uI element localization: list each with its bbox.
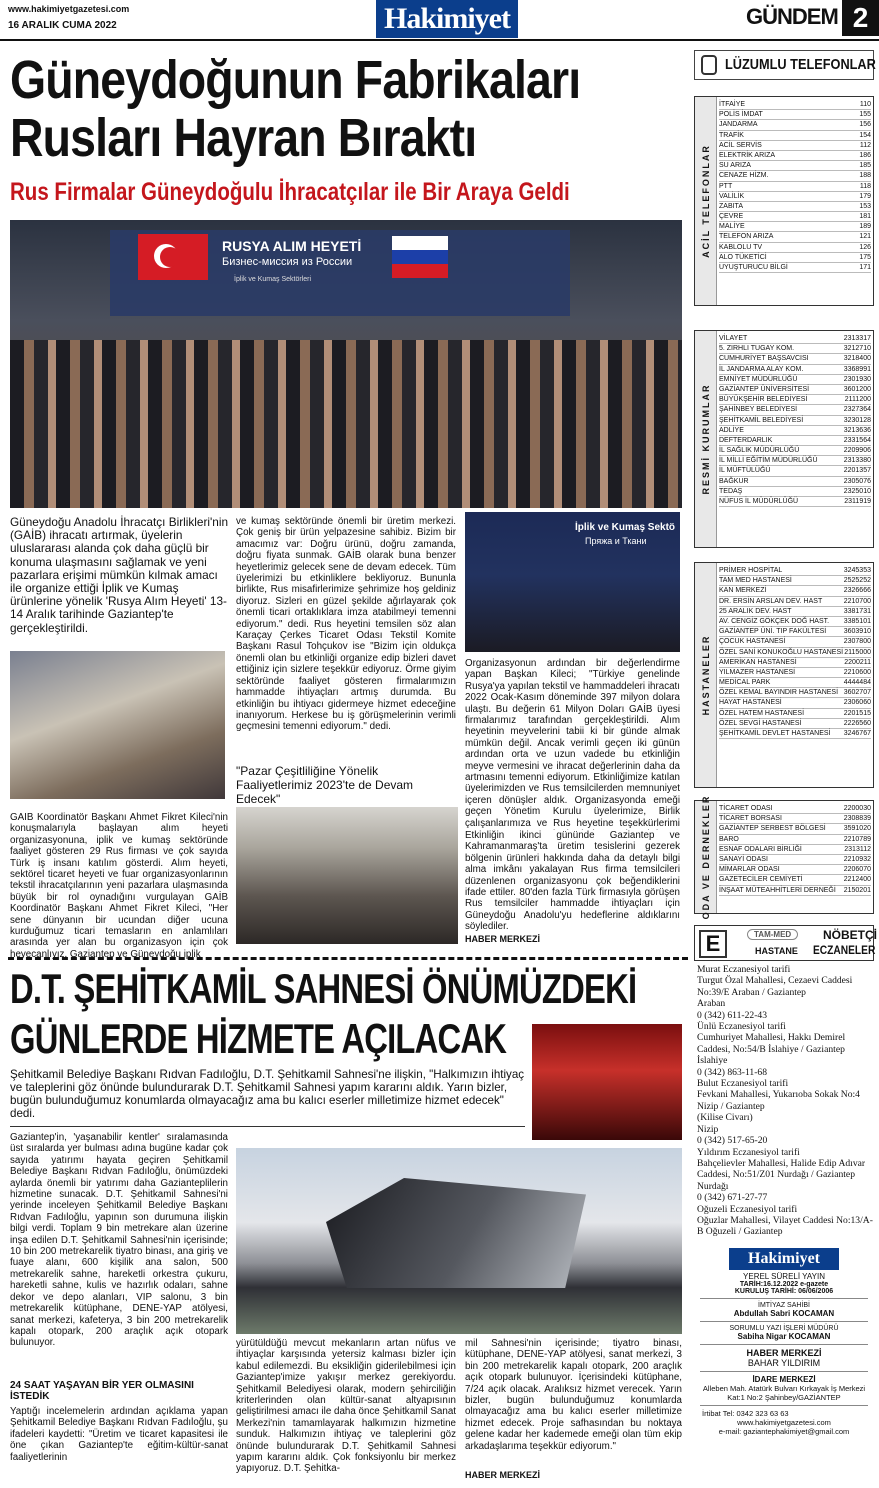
phone-row bbox=[719, 243, 871, 253]
phone-row-name: ELEKTRİK ARIZA bbox=[719, 151, 776, 159]
phone-row bbox=[719, 222, 871, 232]
phone-row bbox=[719, 375, 871, 385]
phone-row-name: SANAYİ ODASI bbox=[719, 855, 768, 863]
phone-row bbox=[719, 110, 871, 120]
chamber-rows bbox=[719, 804, 871, 896]
story-separator bbox=[8, 957, 688, 960]
second-headline-2: GÜNLERDE HİZMETE AÇILACAK bbox=[10, 1015, 507, 1062]
pharmacy-title-2: ECZANELER bbox=[813, 943, 876, 957]
phone-row-name: BÜYÜKŞEHİR BELEDİYESİ bbox=[719, 396, 808, 404]
pull-quote: "Pazar Çeşitliliğine Yönelik Faaliyetlerimiz 2023'te de Devam Edecek" bbox=[236, 764, 414, 806]
phone-row bbox=[719, 131, 871, 141]
pharmacy-line: Oğuzlar Mahallesi, Vilayet Caddesi No:13/A-B Oğuzeli / Gaziantep bbox=[697, 1214, 873, 1238]
phone-row-number: 179 bbox=[859, 192, 871, 200]
phone-row bbox=[719, 354, 871, 364]
phone-row bbox=[719, 395, 871, 405]
emergency-phones bbox=[694, 96, 874, 306]
phone-row-name: EMNİYET MÜDÜRLÜĞÜ bbox=[719, 375, 798, 383]
pharmacy-line: Oğuzeli Eczanesiyol tarifi bbox=[697, 1203, 798, 1215]
phone-row-number: 2308839 bbox=[843, 815, 871, 823]
phone-row-number: 171 bbox=[859, 264, 871, 271]
pharmacy-line: Araban bbox=[697, 998, 726, 1010]
pharmacy-line: Bulut Eczanesiyol tarifi bbox=[697, 1078, 789, 1090]
headline-line-1: Güneydoğunun Fabrikaları bbox=[10, 50, 581, 110]
phone-row bbox=[719, 637, 871, 647]
phone-row-name: BAĞKUR bbox=[719, 477, 749, 485]
phone-row-number: 2326666 bbox=[843, 587, 871, 595]
phone-row-name: İL JANDARMA ALAY KOM. bbox=[719, 365, 804, 373]
phone-row bbox=[719, 835, 871, 845]
imprint-email[interactable]: e-mail: gaziantephakimiyet@gmail.com bbox=[718, 1427, 850, 1436]
phone-row bbox=[719, 263, 871, 273]
phone-row bbox=[719, 804, 871, 814]
intro-paragraph: Güneydoğu Anadolu İhracatçı Birlikleri'nin (GAİB) ihracatı artırmak, üyelerin uluslararası alanda çok daha güçlü bir konuma ulaşmasını sağlamak ve yeni pazarlara erişimi mümkün kılmak amacı ile organize ettiği İplik ve Kumaş ürünlerine yönelik 'Rusya Alım Heyeti' 13-14 Aralık tarihinde Gaziantep'te gerçekleştirildi. bbox=[10, 515, 229, 635]
imprint-type: YEREL SÜRELİ YAYIN bbox=[743, 1272, 825, 1281]
phone-row-number: 3213636 bbox=[843, 426, 871, 434]
phone-row bbox=[719, 100, 871, 110]
phones-title: LÜZUMLU TELEFONLAR bbox=[725, 56, 876, 73]
imprint-box bbox=[694, 1244, 874, 1482]
phone-row-name: ADLİYE bbox=[719, 426, 744, 434]
page-number: 2 bbox=[842, 0, 879, 36]
phone-row bbox=[719, 658, 871, 668]
banner-subtitle-ru: Бизнес-миссия из России bbox=[222, 256, 353, 268]
second-byline: HABER MERKEZİ bbox=[465, 1470, 541, 1480]
phone-row bbox=[719, 456, 871, 466]
phone-row-number: 2111200 bbox=[844, 396, 871, 404]
phone-row-name: POLİS İMDAT bbox=[719, 111, 763, 119]
phone-row-number: 181 bbox=[859, 213, 871, 221]
phone-row bbox=[719, 668, 871, 678]
phone-row-number: 118 bbox=[859, 182, 871, 190]
phone-row-number: 3230128 bbox=[843, 416, 871, 424]
second-col2-body: yürütüldüğü mevcut mekanların artan nüfus ve ihtiyaçlar karşısında yetersiz kalması bizler için kabul edilemezdi. Bu eksikliğin giderilebilmesi için Gaziantep'imize yakışır merkez gerekiyordu. Şehitkamil Belediyesi olarak, modern şehirciliğin kriterlerinden olan kültür-sanat altyapısının geliştirilmesi amacı ile daha önce Şehitkamil Sanat Merkezi'nin tamamlayarak halkımızın hizmetine sunduk. Halkımızın ihtiyaç ve taleplerini göz önünde bulundurarak D.T. Şehitkamil Sahnesi yapım kararını aldık. Çok fonksiyonlu bir merkez yapıyoruz. D.T. Şehitka- bbox=[236, 1338, 456, 1475]
editor-label: SORUMLU YAZI İŞLERİ MÜDÜRÜ bbox=[729, 1325, 839, 1332]
second-subhead: 24 SAAT YAŞAYAN BİR YER OLMASINI İSTEDİK bbox=[10, 1380, 194, 1402]
turkey-flag-icon bbox=[138, 234, 208, 280]
imprint-logo: Hakimiyet bbox=[729, 1248, 839, 1270]
phone-row-number: 2226560 bbox=[843, 719, 871, 727]
pharmacy-line: 0 (342) 671-27-77 bbox=[697, 1192, 768, 1204]
second-lede: Şehitkamil Belediye Başkanı Rıdvan Fadıloğlu, D.T. Şehitkamil Sahnesi'ne ilişkin, "Halkımızın ihtiyaç ve taleplerini göz önünde bulundurarak D.T. Şehitkamil Sahnesi yapım kararını aldık. Yarın bizler, bugün bulunduğumuz konumlarda olmayacağız ama bu kalıcı eserler milletimize hizmet edecek" dedi. bbox=[10, 1068, 525, 1120]
building-shape bbox=[326, 1178, 586, 1288]
pharmacy-line: Yıldırım Eczanesiyol tarifi bbox=[697, 1146, 800, 1158]
phone-row bbox=[719, 141, 871, 151]
pharmacy-header bbox=[694, 925, 877, 961]
phone-row-number: 3245353 bbox=[843, 567, 871, 574]
hall-photo bbox=[236, 807, 458, 944]
phone-row bbox=[719, 416, 871, 426]
phone-row-number: 2201515 bbox=[843, 709, 871, 717]
phone-row bbox=[719, 586, 871, 596]
phone-row bbox=[719, 607, 871, 617]
phone-row-number: 110 bbox=[859, 101, 871, 108]
phone-row-number: 156 bbox=[859, 121, 871, 129]
phone-row bbox=[719, 385, 871, 395]
phone-row bbox=[719, 232, 871, 242]
phone-row bbox=[719, 698, 871, 708]
phone-row-name: İL MÜFTÜLÜĞÜ bbox=[719, 467, 771, 475]
phone-row-name: GAZİANTEP ÜNİ. TIP FAKÜLTESİ bbox=[719, 628, 827, 636]
phone-row-name: GAZİANTEP ÜNİVERSİTESİ bbox=[719, 385, 810, 393]
phone-row bbox=[719, 426, 871, 436]
phone-row-name: İTFAİYE bbox=[719, 101, 746, 108]
imprint-divider bbox=[700, 1405, 868, 1406]
phone-row-number: 2150201 bbox=[843, 886, 871, 894]
phone-row bbox=[719, 182, 871, 192]
pharmacy-line: Nizip bbox=[697, 1123, 719, 1135]
phone-row-number: 2313112 bbox=[844, 845, 871, 853]
pharmacy-line: İslahiye bbox=[697, 1055, 728, 1067]
pharmacy-list bbox=[697, 964, 875, 1238]
phone-row-name: NÜFUS İL MÜDÜRLÜĞÜ bbox=[719, 498, 799, 505]
imprint-divider bbox=[700, 1344, 868, 1345]
phone-row-number: 3246767 bbox=[843, 730, 871, 737]
phone-row-number: 2210932 bbox=[843, 855, 871, 863]
phone-row-name: ÇOCUK HASTANESİ bbox=[719, 638, 786, 646]
newsroom-name: BAHAR YILDIRIM bbox=[747, 1358, 821, 1368]
phone-row bbox=[719, 678, 871, 688]
phone-row-number: 126 bbox=[859, 243, 871, 251]
phone-row bbox=[719, 576, 871, 586]
phone-row bbox=[719, 120, 871, 130]
owner-label: İMTİYAZ SAHİBİ bbox=[758, 1302, 810, 1309]
phone-row-number: 2331564 bbox=[843, 436, 871, 444]
phone-row bbox=[719, 365, 871, 375]
emergency-rows bbox=[719, 100, 871, 273]
phone-row bbox=[719, 405, 871, 415]
official-rows bbox=[719, 334, 871, 507]
phone-row bbox=[719, 855, 871, 865]
phone-row-number: 2311919 bbox=[844, 498, 871, 505]
hospital-rows bbox=[719, 566, 871, 739]
phone-row-name: ŞEHİTKAMİL DEVLET HASTANESİ bbox=[719, 730, 831, 737]
phone-row-name: TRAFİK bbox=[719, 131, 744, 139]
subheadline: Rus Firmalar Güneydoğulu İhracatçılar ile Bir Araya Geldi bbox=[10, 178, 570, 206]
banner-title: RUSYA ALIM HEYETİ bbox=[222, 238, 362, 254]
hospital-phones bbox=[694, 562, 874, 788]
imprint-web[interactable]: www.hakimiyetgazetesi.com bbox=[737, 1418, 831, 1427]
chamber-phones bbox=[694, 794, 874, 920]
russia-flag-icon bbox=[392, 236, 448, 278]
phone-row-number: 112 bbox=[859, 141, 871, 149]
phone-row-name: JANDARMA bbox=[719, 121, 758, 129]
phone-row-name: ÖZEL SEVGİ HASTANESİ bbox=[719, 719, 802, 727]
second-headline-1: D.T. ŞEHİTKAMİL SAHNESİ ÖNÜMÜZDEKİ bbox=[10, 965, 637, 1012]
phone-row-name: MALİYE bbox=[719, 223, 745, 231]
second-col3-body: mil Sahnesi'nin içerisinde; tiyatro binası, kütüphane, DENE-YAP atölyesi, sanat merkezi, 3 bin 200 metrekarelik kapalı otopark, 200 araçlık açık otopark bulunuyor. İçerisindeki kütüphane, 7/24 açık olacak. Aralıksız hizmet verecek. Yarın bizler, bugün bulunduğumuz konumlarda olmayacağız ama bu kalıcı eserler milletimize hizmet edecek. Proje safhasından bu noktaya gelene kadar her kademede emeği olan tüm ekip arkadaşlarıma teşekkür ediyorum." bbox=[465, 1338, 682, 1452]
phone-row-name: ALO TÜKETİCİ bbox=[719, 253, 767, 261]
phone-row-name: GAZİANTEP SERBEST BÖLGESİ bbox=[719, 825, 826, 833]
phone-row-number: 2313380 bbox=[843, 457, 871, 465]
phone-row-number: 188 bbox=[859, 172, 871, 180]
phone-row-number: 155 bbox=[859, 111, 871, 119]
second-col1-body-2: Yaptığı incelemelerin ardından açıklama yapan Şehitkamil Belediye Başkanı Rıdvan Fadıloğlu, şu ifadeleri kaydetti: "Üretim ve ticaret kapasitesi ile öne çıkan Gaziantep'te eğitim-kültür-sanat faaliyetlerinin bbox=[10, 1406, 228, 1463]
phone-row-number: 2325010 bbox=[843, 487, 871, 495]
phone-row-name: ESNAF ODALARI BİRLİĞİ bbox=[719, 845, 802, 853]
phone-row bbox=[719, 202, 871, 212]
phone-row-name: TEDAŞ bbox=[719, 487, 743, 495]
phone-row-name: TAM MED HASTANESİ bbox=[719, 577, 792, 585]
phone-row-number: 2209906 bbox=[843, 447, 871, 455]
phone-row bbox=[719, 253, 871, 263]
phone-row-number: 153 bbox=[859, 202, 871, 210]
phone-row bbox=[719, 627, 871, 637]
phone-row bbox=[719, 487, 871, 497]
pharmacy-line: Nurdağı bbox=[697, 1180, 729, 1192]
issue-date: 16 ARALIK CUMA 2022 bbox=[8, 20, 117, 31]
pharmacy-badge: E bbox=[699, 930, 727, 958]
phone-row bbox=[719, 814, 871, 824]
phones-title-box bbox=[694, 50, 874, 80]
phone-row bbox=[719, 886, 871, 896]
official-label: RESMİ KURUMLAR bbox=[695, 331, 717, 547]
phone-row bbox=[719, 334, 871, 344]
phone-row-number: 2200030 bbox=[843, 805, 871, 812]
phone-row-name: MİMARLAR ODASI bbox=[719, 866, 780, 874]
phone-row-name: CENAZE HİZM. bbox=[719, 172, 769, 180]
phone-row-number: 3601200 bbox=[843, 385, 871, 393]
phone-row bbox=[719, 436, 871, 446]
header-rule bbox=[0, 39, 879, 41]
newsroom-label: HABER MERKEZİ bbox=[746, 1348, 822, 1358]
phone-row-name: İL MİLLİ EĞİTİM MÜDÜRLÜĞÜ bbox=[719, 457, 818, 465]
phone-row-name: ACİL SERVİS bbox=[719, 141, 762, 149]
phone-row-name: KAN MERKEZİ bbox=[719, 587, 767, 595]
phone-row-name: KABLOLU TV bbox=[719, 243, 763, 251]
phone-row bbox=[719, 845, 871, 855]
pharmacy-line: Bahçelievler Mahallesi, Halide Edip Adıvar Caddesi, No:51/Z01 Nurdağı / Gaziantep bbox=[697, 1157, 866, 1181]
office-label: İDARE MERKEZİ bbox=[752, 1375, 816, 1384]
pharmacy-line: (Kilise Civarı) bbox=[697, 1112, 753, 1124]
pharmacy-line: Ünlü Eczanesiyol tarifi bbox=[697, 1021, 786, 1033]
phone-row-number: 121 bbox=[859, 233, 871, 241]
phone-row-name: HAYAT HASTANESİ bbox=[719, 699, 782, 707]
phone-row-name: SU ARIZA bbox=[719, 162, 751, 170]
site-url[interactable]: www.hakimiyetgazetesi.com bbox=[8, 4, 130, 14]
phone-row-name: İNŞAAT MÜTEAHHİTLERİ DERNEĞİ bbox=[719, 886, 836, 894]
pharmacy-line: 0 (342) 863-11-68 bbox=[697, 1066, 767, 1078]
office-phone[interactable]: İrtibat Tel: 0342 323 63 63 bbox=[702, 1409, 789, 1418]
phone-row-number: 189 bbox=[859, 223, 871, 231]
phone-row-number: 186 bbox=[859, 151, 871, 159]
phone-row-name: YILMAZER HASTANESİ bbox=[719, 668, 796, 676]
phone-row bbox=[719, 171, 871, 181]
phone-row-number: 3212710 bbox=[843, 345, 871, 353]
headline-line-2: Rusları Hayran Bıraktı bbox=[10, 108, 477, 168]
phone-row bbox=[719, 865, 871, 875]
phone-row-number: 154 bbox=[859, 131, 871, 139]
phone-row-name: VALİLİK bbox=[719, 192, 745, 200]
phone-row bbox=[719, 497, 871, 507]
phone-row bbox=[719, 875, 871, 885]
second-col1-body: Gaziantep'in, 'yaşanabilir kentler' sıralamasında üst sıralarda yer bulması adına bugüne kadar çok sayıda yatırımı hayata geçiren Şehitkamil Belediye Başkanı Rıdvan Fadıloğlu, önümüzdeki aylarda önemli bir yatırımı daha Gazianteplilerin hizmetine sunacak. D.T. Şehitkamil Sahnesi'ni yerinde inceleyen Şehitkamil Belediye Başkanı Rıdvan Fadıloğlu, yapının son durumuna ilişkin bilgi verdi. Toplam 9 bin metrekare alan üzerine inşa edilen D.T. Şehitkamil Sahnesi'nin içerisinde; 10 bin 200 metrekarelik tiyatro binası, ana giriş ve fuaye alanı, 600 kişilik ana salon, 500 metrekarelik sahne, hareketli orkestra çukuru, hareketli sahne, kulis ve hazırlık odaları, sahne dekor ve depo alanları, VIP salonu, 3 bin metrekarelik kütüphane, DENE-YAP atölyesi, sanat merkezi, kafeterya, 3 bin 200 metrekarelik kapalı otopark, 200 araçlık açık otopark bulunuyor. bbox=[10, 1132, 228, 1349]
phone-row-number: 2201357 bbox=[843, 467, 871, 475]
phone-row-number: 2305076 bbox=[843, 477, 871, 485]
phone-row-number: 4444484 bbox=[843, 679, 871, 687]
pharmacy-line: Murat Eczanesiyol tarifi bbox=[697, 964, 791, 975]
phone-row-number: 2210700 bbox=[843, 597, 871, 605]
phone-row-name: PTT bbox=[719, 182, 733, 190]
owner-name: Abdullah Sabri KOCAMAN bbox=[733, 1309, 835, 1318]
phone-row-name: İL SAĞLIK MÜDÜRLÜĞÜ bbox=[719, 447, 800, 455]
pharmacy-line: 0 (342) 517-65-20 bbox=[697, 1135, 768, 1147]
phone-row-name: BARO bbox=[719, 835, 739, 843]
phone-row-number: 3218400 bbox=[843, 355, 871, 363]
lede-rule bbox=[10, 1126, 525, 1127]
pharmacy-line: 0 (342) 611-22-43 bbox=[697, 1009, 767, 1021]
phone-row-name: ÖZEL SANİ KONUKOĞLU HASTANESİ bbox=[719, 648, 844, 656]
phone-row-number: 3385101 bbox=[843, 617, 871, 625]
phone-row bbox=[719, 446, 871, 456]
phone-row-number: 3368991 bbox=[843, 365, 871, 373]
phone-row bbox=[719, 688, 871, 698]
phone-row bbox=[719, 566, 871, 576]
phone-row-name: TİCARET ODASI bbox=[719, 805, 773, 812]
phone-row bbox=[719, 617, 871, 627]
col3-body: Organizasyonun ardından bir değerlendirme yapan Başkan Kileci; "Türkiye genelinde Rusya'ya yapılan tekstil ve hammaddeleri ihracatı 2022 Ocak-Kasım döneminde 397 milyon dolara ulaştı. Bu değerin 61 Milyon Doları GAİB üyesi firmalarımız tarafından gerçekleştirildi. Alım heyetinin meyvelerini tabii ki bir günde almak mümkün değil. Ancak verimli geçen iki günün ardından orta ve uzun vadede bu etkinliğin meyve vermesini ve ihracat değerlerinin daha da artmasını temenni ediyorum. Etkinliğimize katılan üyelerimizden ve Rus temsilcilerden memnuniyet içeren dönüşler aldık. Organizasyonda emeği geçen Yönetim Kurulu üyelerimize, Birlik çalışanlarımıza ve Rus heyetine teşekkürlerimi bbox=[465, 658, 680, 829]
theatre-rendering bbox=[236, 1148, 682, 1334]
emergency-label: ACİL TELEFONLAR bbox=[695, 97, 717, 305]
phone-row-name: ZABITA bbox=[719, 202, 743, 210]
phone-row-name: ÇEVRE bbox=[719, 213, 744, 221]
phone-row-number: 2327364 bbox=[843, 406, 871, 414]
crowd bbox=[10, 340, 682, 508]
phone-row-name: AV. CENGİZ GÖKÇEK DOĞ HAST. bbox=[719, 617, 830, 625]
phone-row-number: 2313317 bbox=[843, 335, 871, 342]
imprint-founded: KURULUŞ TARİHİ: 06/06/2006 bbox=[734, 1288, 834, 1295]
phone-row-number: 2200211 bbox=[844, 658, 871, 666]
col1-body: GAİB Koordinatör Başkanı Ahmet Fikret Kileci'nin konuşmalarıyla başlayan alım heyeti organizasyonuna, iplik ve kumaş sektöründe faaliyet gösteren 29 Rus firması ve çok sayıda Türk iş insanı katılım gösterdi. Alım heyeti, sektörel ticaret heyeti ve fuar organizasyonlarının tekstil ihracatçılarının yeni pazarlara ulaşmasında büyük bir rol oynadığını vurgulayan GAİB Koordinatör Başkanı Ahmet Fikret Kileci, "Her sene dünyanın bir ucundan diğer ucuna kurduğumuz ticari temasların en anlamlıları arasında yer alan bu organizasyon için çok heyecanlıyız. Gaziantep ve Güneydoğu iplik bbox=[10, 812, 228, 960]
phone-row-number: 185 bbox=[859, 162, 871, 170]
phone-row-number: 2206070 bbox=[843, 866, 871, 874]
phone-row-name: DEFTERDARLIK bbox=[719, 436, 773, 444]
phone-row bbox=[719, 192, 871, 202]
phone-row-number: 2210600 bbox=[843, 668, 871, 676]
award-banner-ru: Пряжа и Ткани bbox=[585, 536, 647, 546]
phone-row-name: GAZETECİLER CEMİYETİ bbox=[719, 876, 803, 884]
meeting-photo bbox=[10, 651, 225, 799]
phone-row-name: ŞAHİNBEY BELEDİYESİ bbox=[719, 406, 798, 414]
pharmacy-title-1: NÖBETÇİ bbox=[823, 928, 877, 942]
pharmacy-line: Fevkani Mahallesi, Yukarıoba Sokak No:4 Nizip / Gaziantep bbox=[697, 1089, 860, 1112]
phone-row-number: 2115000 bbox=[844, 648, 871, 656]
masthead-logo: Hakimiyet bbox=[376, 0, 518, 38]
phone-row-name: TELEFON ARIZA bbox=[719, 233, 774, 241]
col3-body-2: Etkinliğin ikinci gününde Gaziantep ve Kahramanmaraş'ta üretim tesislerini gezerek bölgenin ürünleri hakkında daha da detaylı bilgi alma imkânı yakalayan Rus firma temsilcileri düzenlenen organizasyonu çok beğendiklerini ifade ettiler. 80'den fazla Türk firmasıyla görüşen Rus temsilciler hammadde ihtiyaçları için Güneydoğu Anadolu'yu hedeflerine aldıklarını söylediler. bbox=[465, 830, 680, 933]
official-phones bbox=[694, 330, 874, 548]
phone-row-name: AMERİKAN HASTANESİ bbox=[719, 658, 797, 666]
phone-row-name: PRİMER HOSPİTAL bbox=[719, 567, 783, 574]
imprint-divider bbox=[700, 1298, 868, 1299]
phone-row-name: CUMHURİYET BAŞSAVCISI bbox=[719, 355, 809, 363]
phone-row bbox=[719, 477, 871, 487]
phone-row-name: ÖZEL KEMAL BAYINDIR HASTANESİ bbox=[719, 689, 839, 697]
phone-row-name: VİLAYET bbox=[719, 335, 748, 342]
phone-row-number: 2212400 bbox=[843, 876, 871, 884]
phone-row-number: 3381731 bbox=[843, 607, 871, 615]
award-photo bbox=[465, 512, 680, 652]
phone-row bbox=[719, 648, 871, 658]
phone-row bbox=[719, 597, 871, 607]
byline: HABER MERKEZİ bbox=[465, 934, 541, 944]
phone-row-number: 2307800 bbox=[843, 638, 871, 646]
office-address: Alleben Mah. Atatürk Bulvarı Kırkayak İş Merkezi Kat:1 No:2 Şahinbey/GAZİANTEP bbox=[702, 1384, 866, 1402]
award-banner: İplik ve Kumaş Sektö bbox=[575, 522, 676, 533]
phone-row bbox=[719, 161, 871, 171]
pharmacy-line: Cumhuriyet Mahallesi, Hakkı Demirel Caddesi, No:54/B İslahiye / Gaziantep bbox=[697, 1032, 846, 1055]
phone-row bbox=[719, 729, 871, 739]
phone-row-number: 175 bbox=[859, 253, 871, 261]
phone-row-name: MEDİCAL PARK bbox=[719, 679, 771, 687]
group-photo bbox=[10, 220, 682, 508]
phone-row-number: 2301930 bbox=[843, 375, 871, 383]
pharmacy-line: Turgut Özal Mahallesi, Cezaevi Caddesi No:39/E Araban / Gaziantep bbox=[697, 975, 853, 998]
phone-row-name: ŞEHİTKAMİL BELEDİYESİ bbox=[719, 416, 804, 424]
phone-row-number: 3602707 bbox=[843, 689, 871, 697]
hospital-logo: TAM-MED bbox=[747, 929, 798, 940]
banner-small: İplik ve Kumaş Sektörleri bbox=[234, 276, 312, 283]
imprint-date: TARİH:16.12.2022 e-gazete bbox=[739, 1281, 829, 1288]
phone-row bbox=[719, 709, 871, 719]
imprint-divider bbox=[700, 1371, 868, 1372]
col2-body: ve kumaş sektöründe önemli bir üretim merkezi. Çok geniş bir ürün yelpazesine sahibiz. Bizim bir amacımız var: Doğru ürünü, doğru zamanda, doğru fiyata sunmak. GAİB olarak buna benzer heyetlerimiz gelecek sene de devam edecek. Tüm üyelerimizi bu etkinliklere bekliyoruz. Bununla birlikte, Rus misafirlerimize şehrimize hoş geldiniz diyoruz. Sizleri en güzel şekilde ağırlayarak çok önemli ticari ortaklıklara imza atabilmeyi temenni ediyorum." dedi. Rus heyetini temsilen söz alan Karaçay Çerkes Ticaret Odası Tekstil Komite Başkanı Rasul Tohçukov ise "Bizim için oldukça önemli olan bu etkinliği organize edip bizleri davet ettiğiniz için sizlere teşekkür ediyoruz. Örme giyim sektöründe faaliyet gösteren firmalarımızın hammadde ihtiyaçları artmış durumda. Bu etkinliğin bu ihtiyacı gidermeye hizmet edeceğine inanıyorum. Herkese bu iş görüşmelerinin verimli geçmesini temenni ediyorum." dedi. bbox=[236, 516, 456, 733]
phone-row bbox=[719, 344, 871, 354]
phone-row-name: TİCARET BORSASI bbox=[719, 815, 782, 823]
phone-row-name: 25 ARALIK DEV. HAST bbox=[719, 607, 792, 615]
phone-icon bbox=[701, 55, 717, 75]
imprint-divider bbox=[700, 1321, 868, 1322]
section-label: GÜNDEM bbox=[746, 4, 838, 29]
phone-row-number: 2525252 bbox=[843, 577, 871, 585]
hospital-word: HASTANE bbox=[755, 946, 798, 956]
hospital-label: HASTANELER bbox=[695, 563, 717, 787]
phone-row bbox=[719, 212, 871, 222]
editor-name: Sabiha Nigar KOCAMAN bbox=[737, 1332, 831, 1341]
phone-row-number: 3591020 bbox=[843, 825, 871, 833]
phone-row bbox=[719, 151, 871, 161]
phone-row-name: ÖZEL HATEM HASTANESİ bbox=[719, 709, 805, 717]
phone-row-number: 2210789 bbox=[843, 835, 871, 843]
phone-row-name: 5. ZIRHLI TUGAY KOM. bbox=[719, 345, 795, 353]
chamber-label: ODA VE DERNEKLER bbox=[695, 801, 717, 913]
phone-row bbox=[719, 466, 871, 476]
phone-row-name: DR. ERSİN ARSLAN DEV. HAST bbox=[719, 597, 823, 605]
phone-row-name: UYUŞTURUCU BİLGİ bbox=[719, 264, 788, 271]
theatre-interior-photo bbox=[532, 1024, 682, 1140]
phone-row-number: 2306060 bbox=[843, 699, 871, 707]
phone-row-number: 3603910 bbox=[843, 628, 871, 636]
phone-row bbox=[719, 719, 871, 729]
phone-row bbox=[719, 824, 871, 834]
